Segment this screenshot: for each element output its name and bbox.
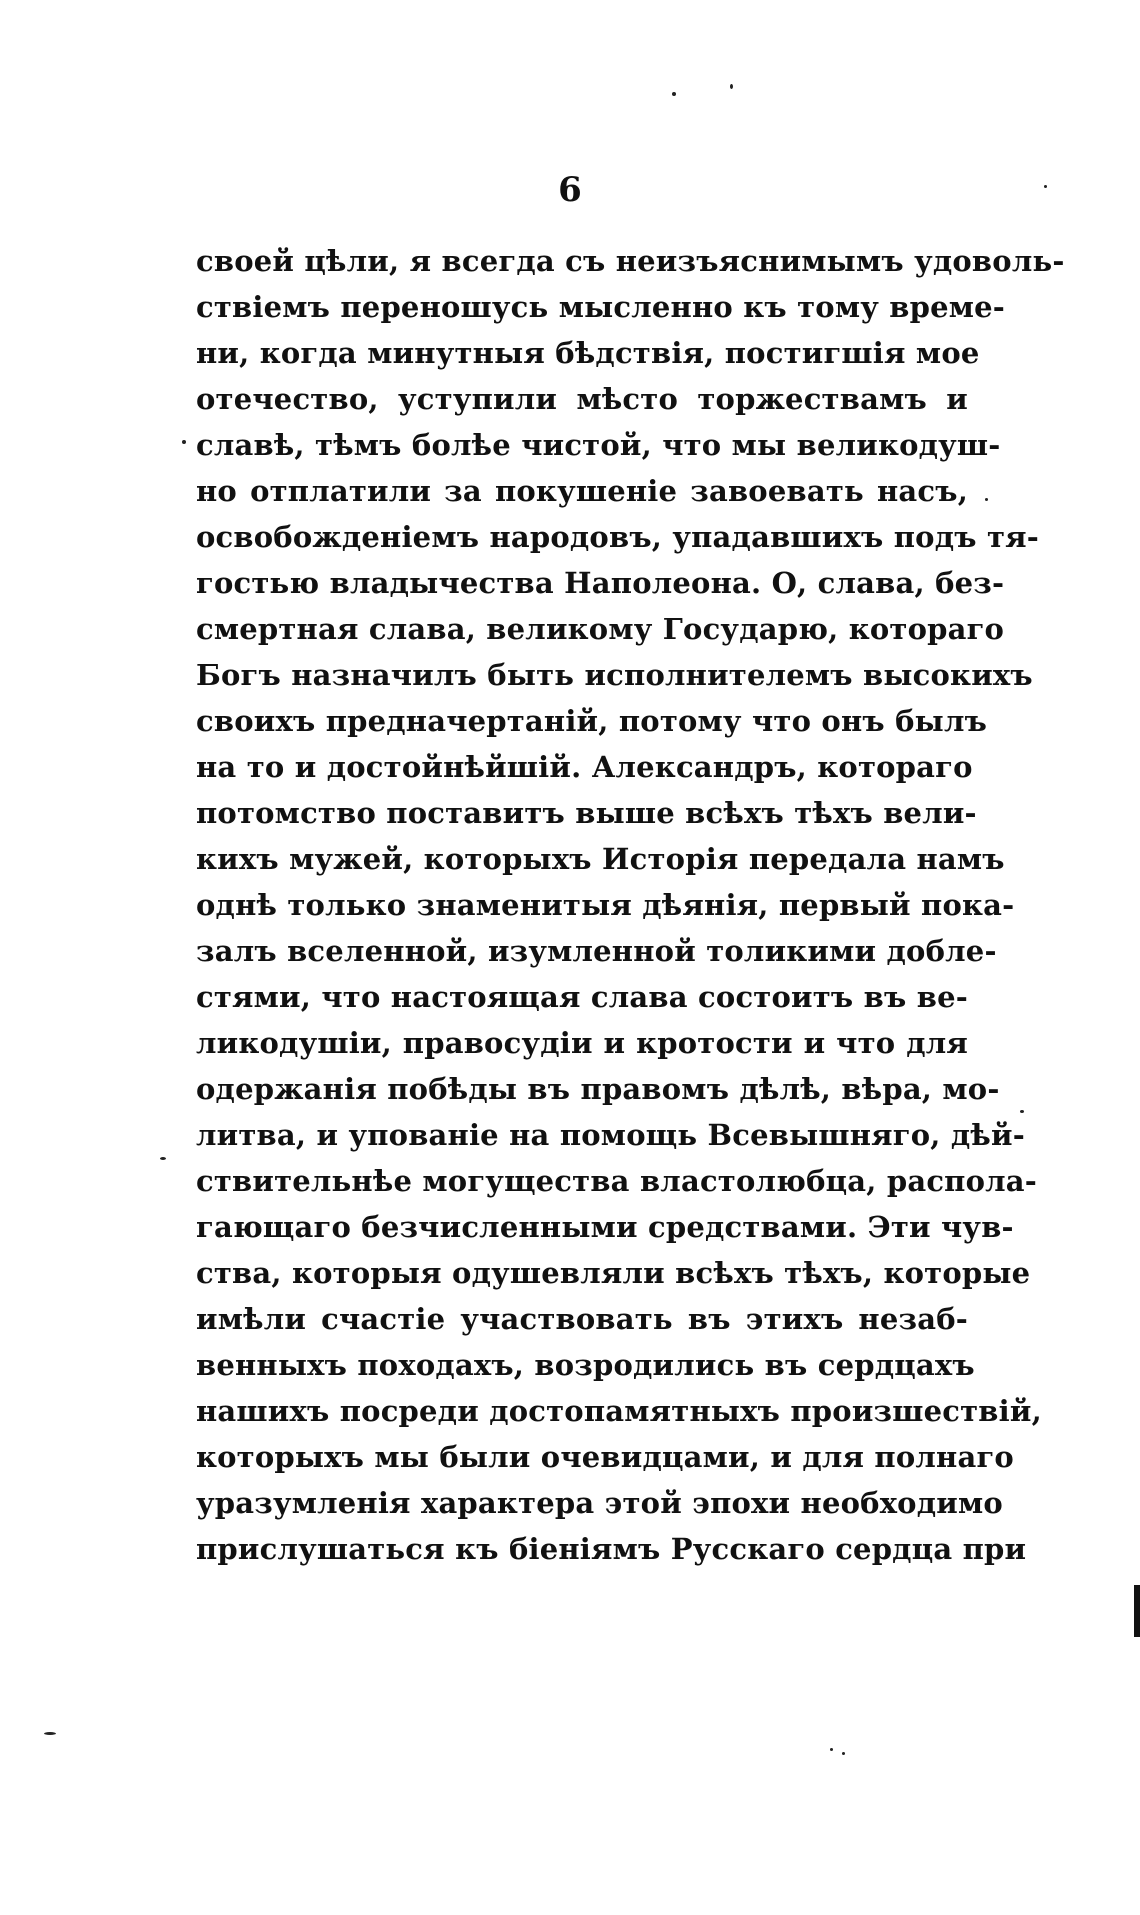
scan-speck	[985, 498, 988, 501]
text-line: ни, когда минутныя бѣдствія, постигшія мое	[196, 336, 980, 370]
scan-speck	[44, 1732, 56, 1735]
text-line: славѣ, тѣмъ болѣе чистой, что мы великодуш-	[196, 428, 1001, 462]
text-line: ствіемъ переношусь мысленно къ тому време-	[196, 290, 1006, 324]
text-line: освобожденіемъ народовъ, упадавшихъ подъ тя-	[196, 520, 1039, 554]
text-line: кихъ мужей, которыхъ Исторія передала намъ	[196, 842, 1005, 876]
text-line: ствительнѣе могущества властолюбца, распола-	[196, 1164, 1038, 1198]
text-line: венныхъ походахъ, возродились въ сердцахъ	[196, 1348, 975, 1382]
scan-speck	[830, 1748, 833, 1751]
scan-speck	[730, 84, 733, 89]
text-line: смертная слава, великому Государю, котораго	[196, 612, 1005, 646]
text-line: своихъ предначертаній, потому что онъ былъ	[196, 704, 988, 738]
page-number: 6	[558, 170, 582, 210]
text-line: своей цѣли, я всегда съ неизъяснимымъ удоволь-	[196, 244, 1065, 278]
text-line: прислушаться къ біеніямъ Русскаго сердца при	[196, 1532, 1027, 1566]
scan-speck	[672, 92, 676, 96]
body-text	[196, 238, 1065, 1572]
scan-speck	[842, 1752, 845, 1755]
text-line: залъ вселенной, изумленной толикими добле-	[196, 934, 997, 968]
text-line: Богъ назначилъ быть исполнителемъ высокихъ	[196, 658, 1033, 692]
scan-speck	[1020, 1110, 1024, 1113]
text-line: ликодушіи, правосудіи и кротости и что для	[196, 1026, 968, 1060]
text-line: однѣ только знаменитыя дѣянія, первый пока-	[196, 888, 1015, 922]
text-line: стями, что настоящая слава состоитъ въ ве-	[196, 980, 968, 1014]
text-line: ства, которыя одушевляли всѣхъ тѣхъ, которые	[196, 1256, 1031, 1290]
text-line: нашихъ посреди достопамятныхъ произшествій,	[196, 1394, 1042, 1428]
page-edge-mark	[1134, 1585, 1140, 1637]
text-line: которыхъ мы были очевидцами, и для полнаго	[196, 1440, 1014, 1474]
scan-speck	[182, 440, 186, 444]
text-line: одержанія побѣды въ правомъ дѣлѣ, вѣра, мо-	[196, 1072, 1000, 1106]
scan-speck	[1044, 185, 1047, 188]
text-line: но отплатили за покушеніе завоевать насъ,	[196, 474, 968, 508]
text-line: уразумленія характера этой эпохи необходимо	[196, 1486, 1003, 1520]
text-line: гающаго безчисленными средствами. Эти чув-	[196, 1210, 1014, 1244]
text-line: отечество, уступили мѣсто торжествамъ и	[196, 382, 968, 416]
text-line: на то и достойнѣйшій. Александръ, котораго	[196, 750, 973, 784]
text-line: гостью владычества Наполеона. О, слава, без-	[196, 566, 1005, 600]
scan-speck	[160, 1157, 166, 1160]
text-line: потомство поставитъ выше всѣхъ тѣхъ вели-	[196, 796, 977, 830]
text-line: имѣли счастіе участвовать въ этихъ незаб-	[196, 1302, 968, 1336]
text-line: литва, и упованіе на помощь Всевышняго, дѣй-	[196, 1118, 1025, 1152]
